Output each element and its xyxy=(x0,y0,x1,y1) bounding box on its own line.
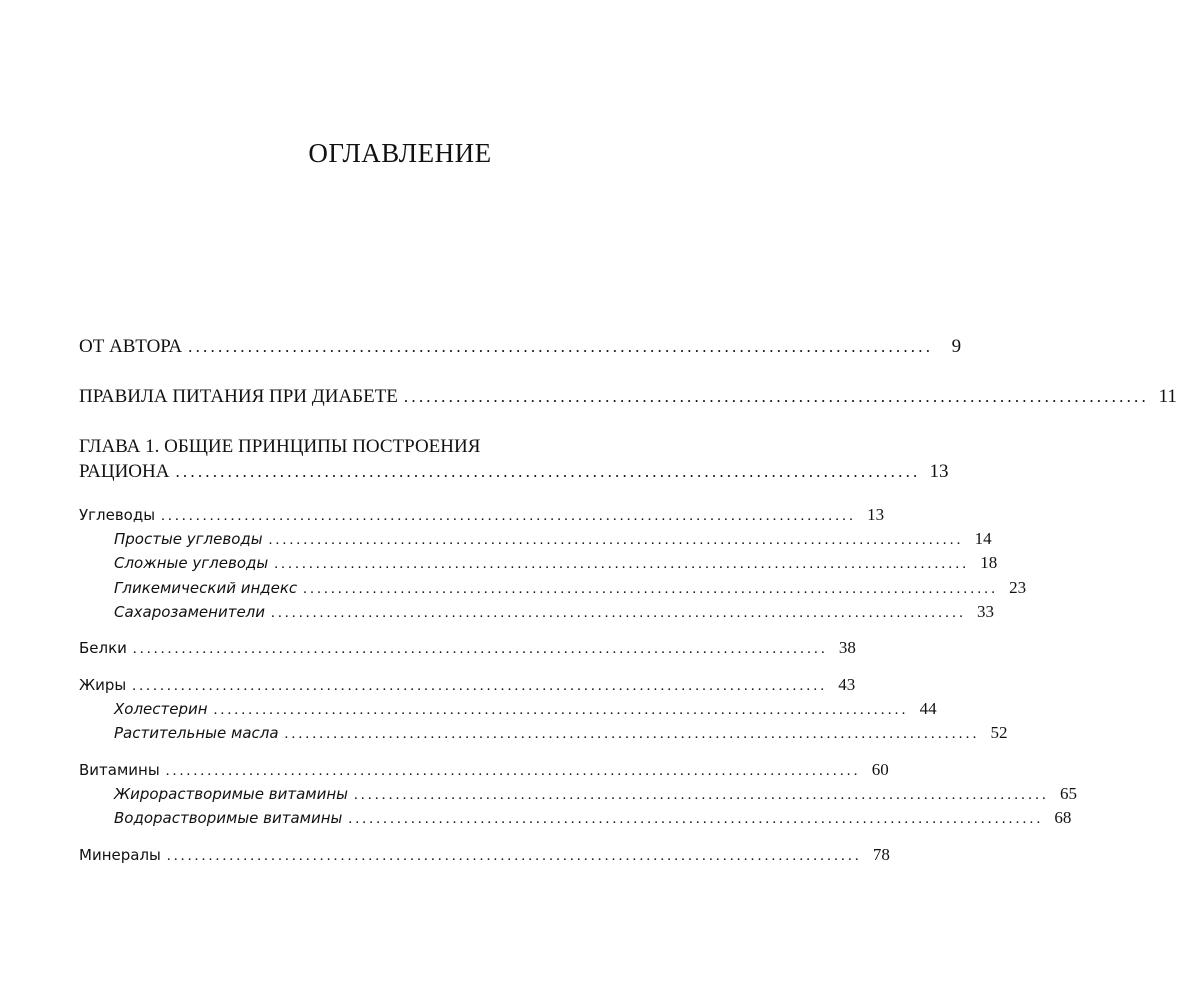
leader-dots: .................................................................................................... xyxy=(284,726,980,742)
toc-entry-label: Холестерин xyxy=(114,700,208,718)
toc-entry-label: Сложные углеводы xyxy=(114,554,269,572)
toc-page-number: 11 xyxy=(1158,386,1177,407)
toc-page-number: 13 xyxy=(929,461,949,482)
toc-page-number: 23 xyxy=(1009,578,1027,597)
toc-entry-label: РАЦИОНА xyxy=(79,461,170,482)
toc-entry-complex-carbs[interactable] xyxy=(79,553,998,573)
toc-page-number: 52 xyxy=(990,723,1008,742)
toc-entry-sweeteners[interactable] xyxy=(79,602,995,622)
toc-entry-label: Углеводы xyxy=(79,506,156,524)
toc-entry-from-author[interactable] xyxy=(79,336,962,358)
leader-dots: .................................................................................................... xyxy=(353,787,1049,803)
toc-entry-glycemic-index[interactable] xyxy=(79,578,1027,598)
toc-entry-label: ПРАВИЛА ПИТАНИЯ ПРИ ДИАБЕТЕ xyxy=(79,386,398,407)
leader-dots: .................................................................................................... xyxy=(348,811,1044,827)
toc-entry-label: Гликемический индекс xyxy=(114,579,298,597)
toc-entry-fats[interactable] xyxy=(79,675,856,695)
leader-dots: .................................................................................................... xyxy=(403,387,1149,406)
leader-dots: .................................................................................................... xyxy=(268,532,964,548)
leader-dots: .................................................................................................... xyxy=(166,848,862,864)
toc-entry-label: ОТ АВТОРА xyxy=(79,336,183,357)
toc-entry-carbohydrates[interactable] xyxy=(79,505,885,525)
toc-entry-label: Жирорастворимые витамины xyxy=(114,785,348,803)
toc-entry-proteins[interactable] xyxy=(79,638,856,658)
toc-page-number: 78 xyxy=(872,845,890,864)
toc-entry-label: Жиры xyxy=(79,676,127,694)
toc-page-number: 44 xyxy=(919,699,937,718)
toc-page-number: 65 xyxy=(1059,784,1077,803)
toc-entry-vegetable-oils[interactable] xyxy=(79,723,1008,743)
toc-entry-cholesterol[interactable] xyxy=(79,699,937,719)
leader-dots: .................................................................................................... xyxy=(175,462,921,481)
toc-entry-label: Водорастворимые витамины xyxy=(114,809,343,827)
leader-dots: .................................................................................................... xyxy=(213,702,909,718)
toc-entry-water-soluble-vitamins[interactable] xyxy=(79,808,1072,828)
page-title: ОГЛАВЛЕНИЕ xyxy=(308,138,492,168)
leader-dots: .................................................................................................... xyxy=(132,641,828,657)
toc-page-number: 9 xyxy=(951,336,962,357)
toc-page-number: 13 xyxy=(867,505,885,524)
toc-entry-label: Витамины xyxy=(79,761,160,779)
toc-page-number: 38 xyxy=(838,638,856,657)
chapter-heading-line1: ГЛАВА 1. ОБЩИЕ ПРИНЦИПЫ ПОСТРОЕНИЯ xyxy=(79,436,481,457)
leader-dots: .................................................................................................... xyxy=(274,556,970,572)
toc-entry-fat-soluble-vitamins[interactable] xyxy=(79,784,1077,804)
toc-page-number: 18 xyxy=(980,553,998,572)
toc-entry-label: Сахарозаменители xyxy=(114,603,266,621)
toc-entry-chapter-1[interactable] xyxy=(79,461,949,483)
leader-dots: .................................................................................................... xyxy=(303,581,999,597)
toc-entry-minerals[interactable] xyxy=(79,845,890,865)
toc-entry-label: Минералы xyxy=(79,846,161,864)
leader-dots: .................................................................................................... xyxy=(132,678,828,694)
toc-entry-label: Растительные масла xyxy=(114,724,279,742)
leader-dots: .................................................................................................... xyxy=(165,763,861,779)
toc-entry-label: Белки xyxy=(79,639,127,657)
toc-page-number: 33 xyxy=(977,602,995,621)
leader-dots: .................................................................................................... xyxy=(271,605,967,621)
toc-page-number: 60 xyxy=(871,760,889,779)
leader-dots: .................................................................................................... xyxy=(188,337,934,356)
toc-entry-simple-carbs[interactable] xyxy=(79,529,992,549)
leader-dots: .................................................................................................... xyxy=(161,508,857,524)
toc-entry-vitamins[interactable] xyxy=(79,760,889,780)
toc-page-number: 68 xyxy=(1054,808,1072,827)
toc-entry-diet-rules[interactable] xyxy=(79,386,1177,408)
toc-page-number: 14 xyxy=(974,529,992,548)
toc-entry-label: Простые углеводы xyxy=(114,530,263,548)
toc-page-number: 43 xyxy=(838,675,856,694)
